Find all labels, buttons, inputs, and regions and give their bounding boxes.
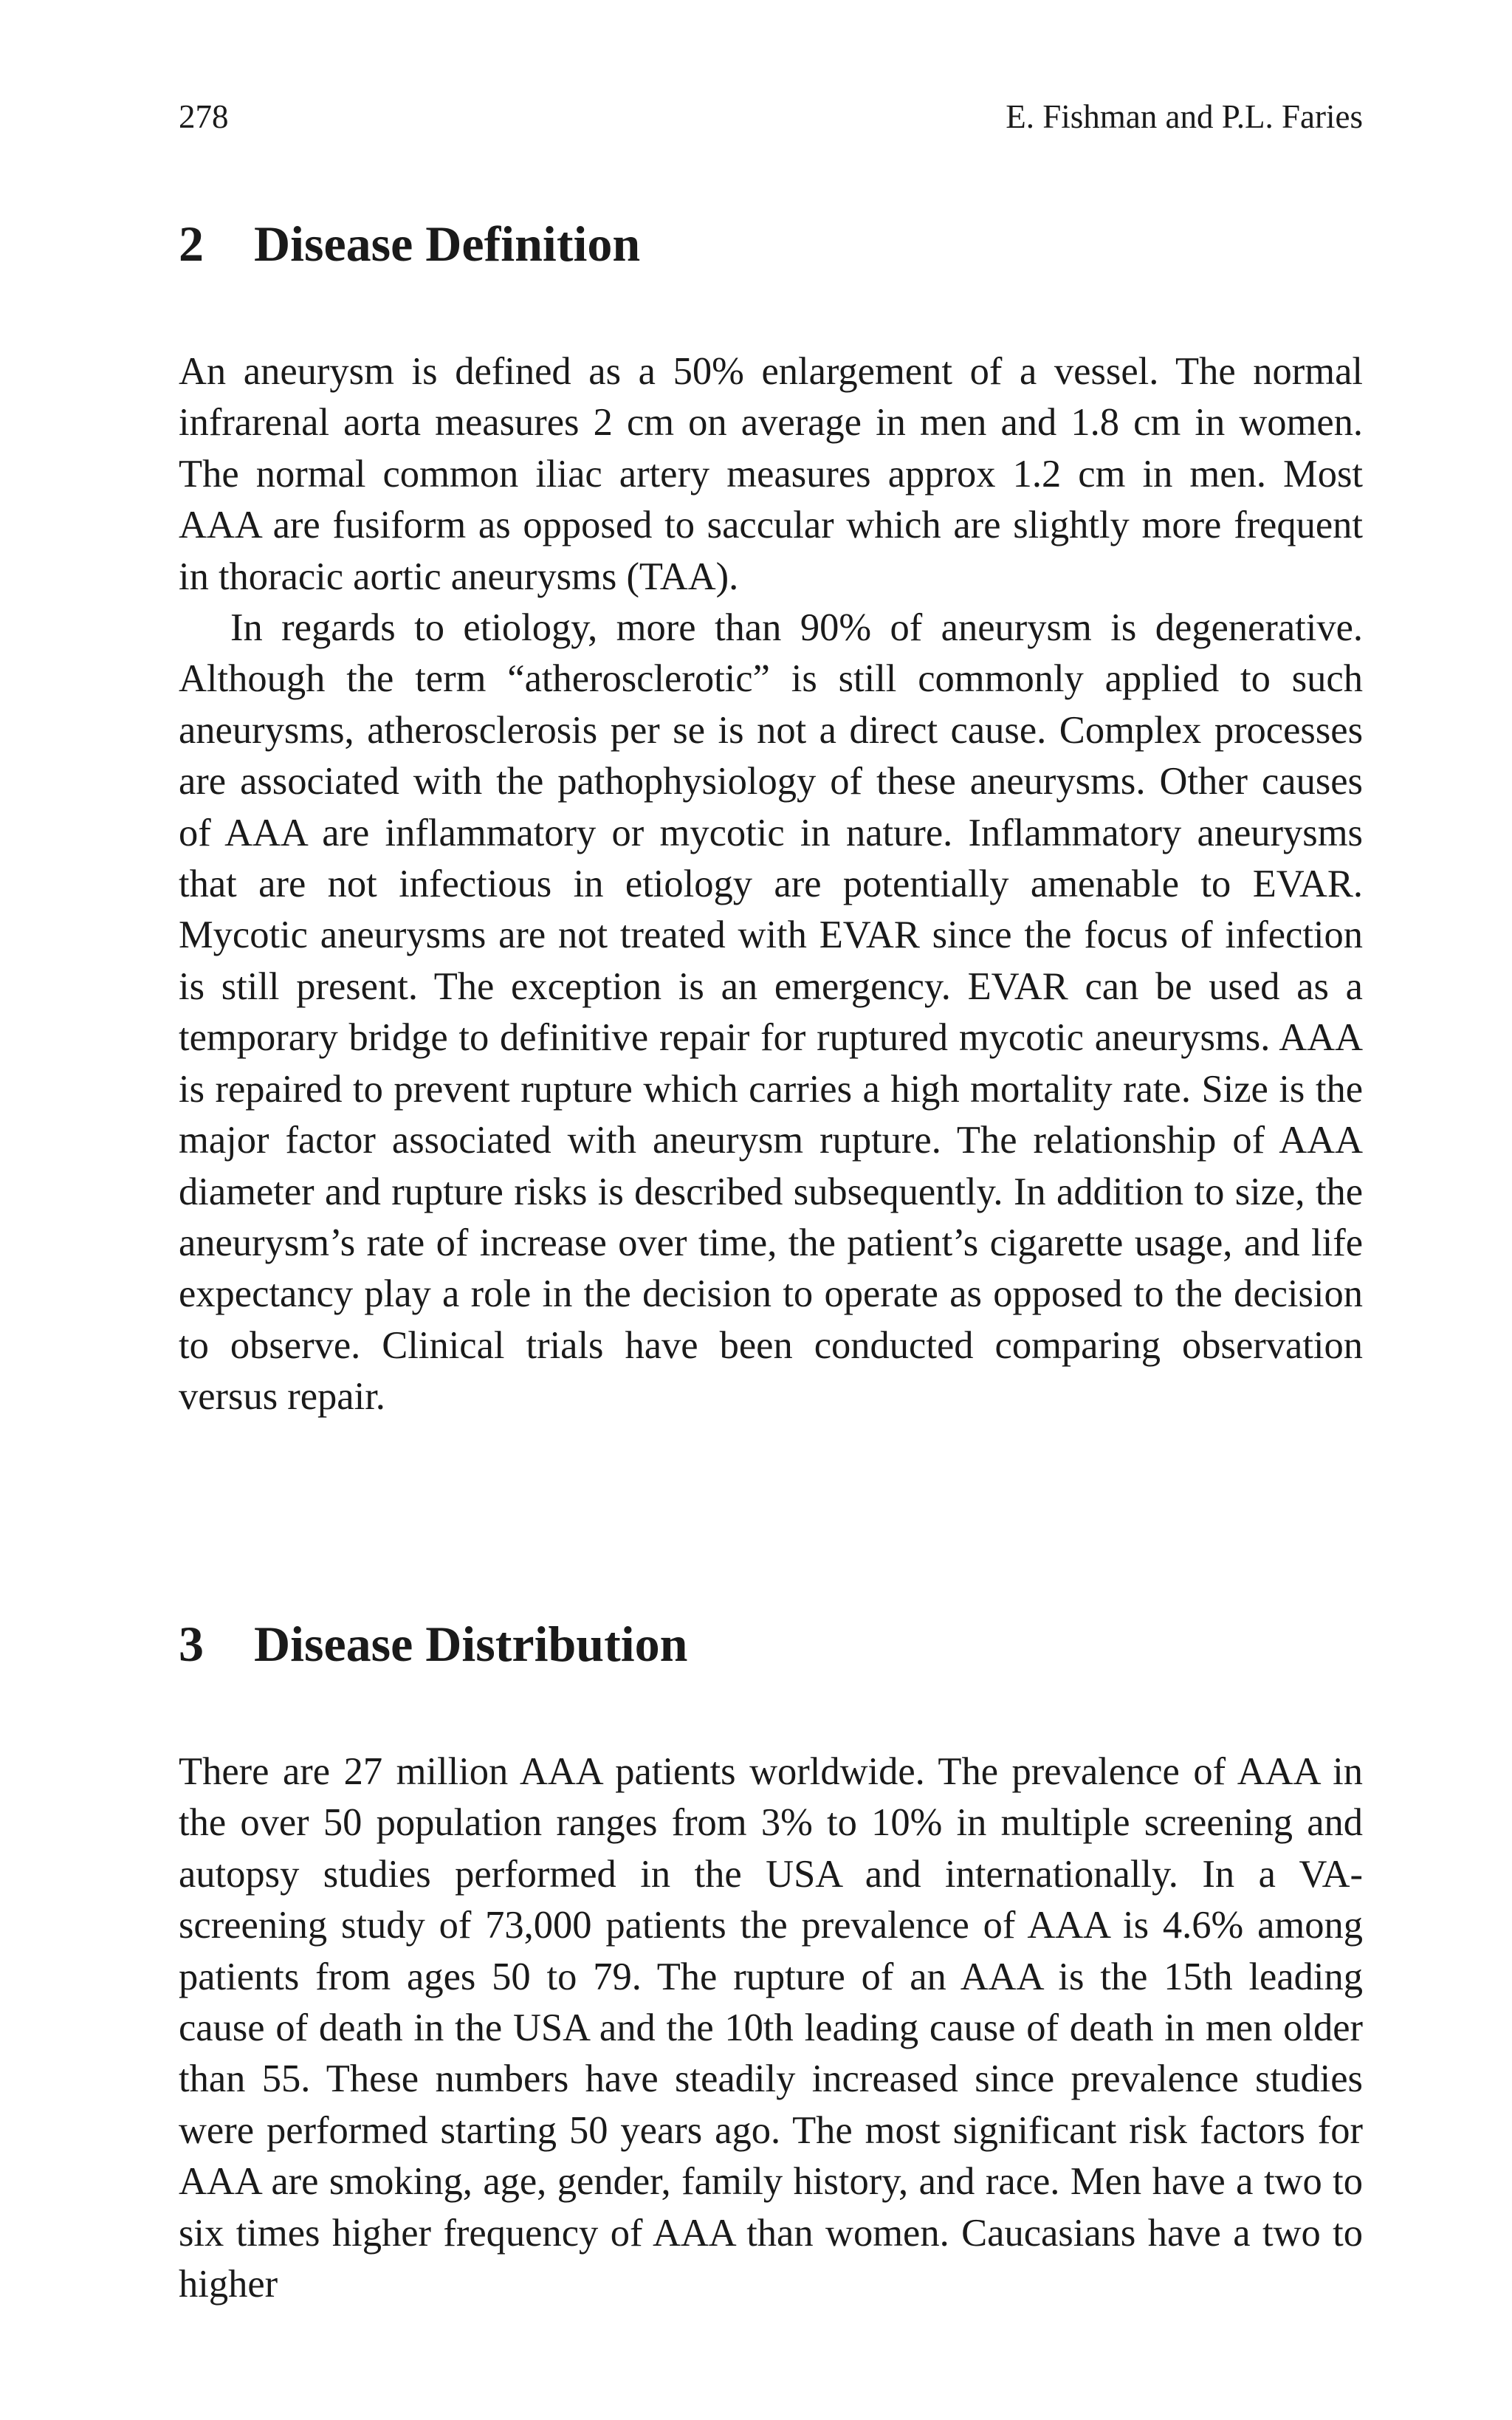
section-disease-distribution <box>179 1614 1363 2310</box>
section-heading <box>179 1614 1363 1673</box>
section-body <box>179 346 1363 1423</box>
section-disease-definition <box>179 214 1363 1423</box>
paragraph: There are 27 million AAA patients worldwide. The prevalence of AAA in the over 50 population ranges from 3% to 10% in multiple screening and autopsy studies performed in the USA and internationally. In a VA-screening study of 73,000 patients the prevalence of AAA is 4.6% among patients from ages 50 to 79. The rupture of an AAA is the 15th leading cause of death in the USA and the 10th leading cause of death in men older than 55. These numbers have steadily increased since prevalence studies were performed starting 50 years ago. The most significant risk factors for AAA are smoking, age, gender, family history, and race. Men have a two to six times higher frequency of AAA than women. Caucasians have a two to higher <box>179 1750 1363 2306</box>
section-title: Disease Definition <box>254 216 641 272</box>
section-body <box>179 1747 1363 2310</box>
paragraph: An aneurysm is defined as a 50% enlargement of a vessel. The normal infrarenal aorta measures 2 cm on average in men and 1.8 cm in women. The normal common iliac artery measures approx 1.2 cm in men. Most AAA are fusiform as opposed to saccular which are slightly more frequent in thoracic aortic aneurysms (TAA). <box>179 350 1363 598</box>
section-number: 2 <box>179 216 204 272</box>
running-head-authors: E. Fishman and P.L. Faries <box>1006 98 1363 135</box>
section-title: Disease Distribution <box>254 1616 688 1672</box>
page-number: 278 <box>179 98 229 135</box>
section-heading <box>179 214 1363 273</box>
paragraph: In regards to etiology, more than 90% of aneurysm is degenerative. Although the term “atherosclerotic” is still commonly applied to such aneurysms, atherosclerosis per se is not a direct cause. Complex processes are associated with the pathophysiology of these aneurysms. Other causes of AAA are inflammatory or mycotic in nature. Inflammatory aneurysms that are not infectious in etiology are potentially amenable to EVAR. Mycotic aneurysms are not treated with EVAR since the focus of infection is still present. The exception is an emergency. EVAR can be used as a temporary bridge to definitive repair for ruptured mycotic aneurysms. AAA is repaired to prevent rupture which carries a high mortality rate. Size is the major factor associated with aneurysm rupture. The relationship of AAA diameter and rupture risks is described subsequently. In addition to size, the aneurysm’s rate of increase over time, the patient’s cigarette usage, and life expectancy play a role in the decision to operate as opposed to the decision to observe. Clinical trials have been conducted comparing observation versus repair. <box>179 606 1363 1419</box>
section-number: 3 <box>179 1616 204 1672</box>
running-head <box>179 95 1363 139</box>
